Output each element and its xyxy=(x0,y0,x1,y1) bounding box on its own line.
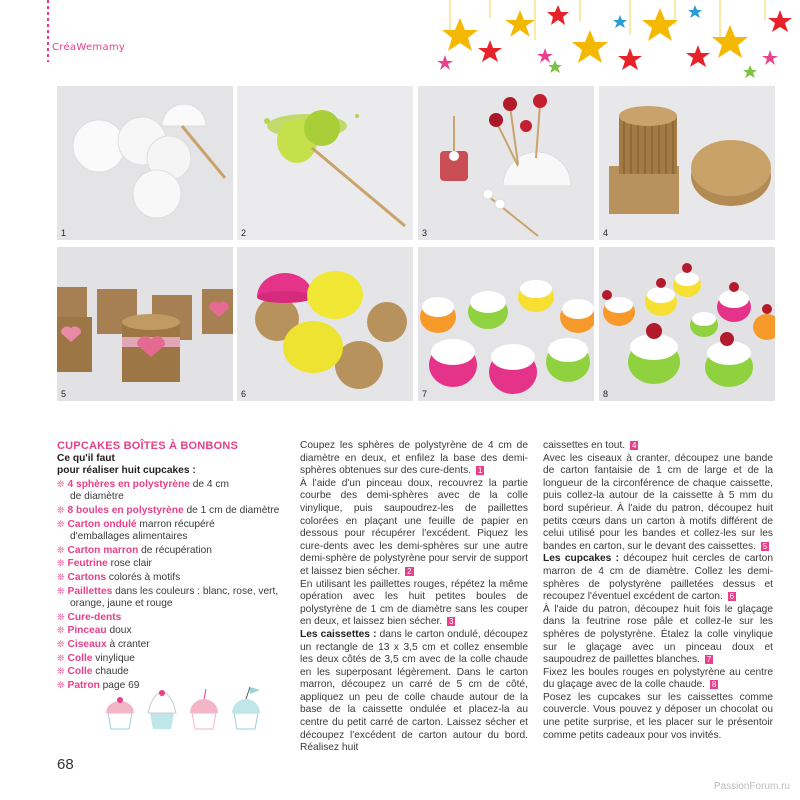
photo-step-7 xyxy=(418,247,594,401)
material-item xyxy=(57,478,287,492)
photo-number: 7 xyxy=(422,389,428,399)
step-badge: 3 xyxy=(449,617,454,627)
material-item xyxy=(57,624,287,638)
instruction-paragraph xyxy=(543,553,773,603)
material-item xyxy=(57,652,287,666)
flower-bullet-icon: ❊ xyxy=(57,585,65,596)
instruction-paragraph xyxy=(300,579,528,629)
material-name: 8 boules en polystyrène xyxy=(67,504,184,516)
article-title: CUPCAKES BOÎTES À BONBONS xyxy=(57,440,239,452)
materials-heading: Ce qu'il faut xyxy=(57,452,115,464)
instruction-text: dans le carton ondulé, découpez un rectangle de 13 x 3,5 cm et collez ensemble les deux côtés de 3,5 cm avec de la colle chaude en les superposant légèrement. Dans le carton marron, découpez un carré de 5 cm de côté, appliquez un peu de colle chaude autour de la base de la caissette ondulée et placez-la au centre du petit carré de carton. Laissez sécher et découpez l'excédent de carton autour du bord. Réalisez huit xyxy=(300,628,529,754)
material-name: 4 sphères en polystyrène xyxy=(67,478,190,490)
material-name: Colle xyxy=(67,666,93,678)
photo-step-4 xyxy=(599,86,775,240)
material-name: Feutrine xyxy=(67,558,108,570)
material-name: Colle xyxy=(67,652,93,664)
flower-bullet-icon: ❊ xyxy=(57,625,65,636)
material-name: Carton marron xyxy=(67,544,139,556)
material-name: Pinceau xyxy=(67,625,107,637)
step-badge: 8 xyxy=(711,680,717,690)
material-detail: colorés à motifs xyxy=(106,571,181,583)
photo-number: 8 xyxy=(603,389,609,399)
instruction-text: découpez huit cercles de carton marron de 4 cm de diamètre. Collez les demi-sphères de polystyrène pailletées dessus et recoupez l'éventuel excédent de carton. xyxy=(543,553,773,603)
material-detail: doux xyxy=(106,625,132,637)
material-detail: de 4 cm xyxy=(189,478,229,490)
photo-step-6 xyxy=(237,247,413,401)
flower-bullet-icon: ❊ xyxy=(57,571,65,582)
material-name: Cartons xyxy=(67,571,107,583)
material-detail: dans les couleurs : blanc, rose, vert, xyxy=(112,585,279,597)
photo-number: 6 xyxy=(241,389,247,399)
flower-bullet-icon: ❊ xyxy=(57,666,65,677)
step-badge: 5 xyxy=(762,541,768,551)
step-badge: 7 xyxy=(706,655,712,665)
photo-number: 2 xyxy=(241,228,247,238)
instruction-text: En utilisant les paillettes rouges, répétez la même opération avec les huit petites boules de polystyrène de 1 cm de diamètre sans les couper en deux, et laissez bien sécher. xyxy=(300,578,528,628)
step-badge: 6 xyxy=(729,592,735,602)
material-detail: de 1 cm de diamètre xyxy=(183,504,280,516)
decorative-dotted-line xyxy=(47,0,49,62)
material-item xyxy=(57,504,287,518)
material-item xyxy=(57,544,287,558)
material-name: Cure-dents xyxy=(67,611,122,623)
material-item xyxy=(57,531,287,544)
page-number: 68 xyxy=(57,756,74,773)
photo-step-5 xyxy=(57,247,233,401)
flower-bullet-icon: ❊ xyxy=(57,504,65,515)
section-label: Les caissettes : xyxy=(300,628,377,640)
material-detail: de récupération xyxy=(138,544,212,556)
flower-bullet-icon: ❊ xyxy=(57,679,65,690)
material-item xyxy=(57,638,287,652)
instruction-text: Coupez les sphères de polystyrène de 4 cm de diamètre en deux, et enfilez la base des demi-sphères obtenues sur des cure-dents. xyxy=(300,440,528,477)
material-detail: à cranter xyxy=(106,638,150,650)
watermark: PassionForum.ru xyxy=(713,781,790,792)
instruction-paragraph xyxy=(543,604,773,667)
material-item xyxy=(57,665,287,679)
flower-bullet-icon: ❊ xyxy=(57,544,65,555)
instruction-paragraph xyxy=(543,453,773,554)
flower-bullet-icon: ❊ xyxy=(57,518,65,529)
materials-list xyxy=(57,478,287,693)
material-text: de diamètre xyxy=(70,491,124,503)
photo-step-2 xyxy=(237,86,413,240)
material-name: Patron xyxy=(67,679,100,691)
instruction-text: Fixez les boules rouges en polystyrène au centre du glaçage avec de la colle chaude. xyxy=(543,666,773,691)
material-item xyxy=(57,598,287,611)
instructions-column-1 xyxy=(300,440,528,755)
star-confetti-decoration xyxy=(430,0,800,78)
photo-step-1 xyxy=(57,86,233,240)
material-item xyxy=(57,557,287,571)
material-detail: chaude xyxy=(92,666,129,678)
photo-number: 3 xyxy=(422,228,428,238)
instruction-text: Posez les cupcakes sur les caissettes comme couvercle. Vous pouvez y déposer un chocolat ou une petite surprise, et les placer sur le présentoir comme petits cadeaux pour vos invités. xyxy=(543,691,773,741)
brand-logo: CréaWemamy xyxy=(52,42,126,53)
instruction-paragraph xyxy=(543,440,773,453)
material-text: orange, jaune et rouge xyxy=(70,598,173,610)
photo-number: 1 xyxy=(61,228,67,238)
instructions-column-2 xyxy=(543,440,773,742)
material-item xyxy=(57,611,287,625)
instruction-paragraph xyxy=(300,629,528,755)
flower-bullet-icon: ❊ xyxy=(57,478,65,489)
photo-step-8 xyxy=(599,247,775,401)
material-name: Paillettes xyxy=(67,585,113,597)
flower-bullet-icon: ❊ xyxy=(57,611,65,622)
materials-subheading: pour réaliser huit cupcakes : xyxy=(57,465,196,477)
flower-bullet-icon: ❊ xyxy=(57,638,65,649)
instruction-paragraph xyxy=(543,692,773,742)
step-badge: 2 xyxy=(407,566,412,576)
material-name: Carton ondulé xyxy=(67,518,137,530)
material-item xyxy=(57,491,287,504)
photo-step-3 xyxy=(418,86,594,240)
cupcake-illustrations xyxy=(100,685,270,735)
photo-grid xyxy=(57,86,775,404)
material-detail: marron récupéré xyxy=(136,518,215,530)
material-detail: vinylique xyxy=(92,652,135,664)
photo-number: 4 xyxy=(603,228,609,238)
material-item xyxy=(57,518,287,532)
section-label: Les cupcakes : xyxy=(543,553,619,565)
material-text: d'emballages alimentaires xyxy=(70,531,188,543)
flower-bullet-icon: ❊ xyxy=(57,652,65,663)
instruction-text: Avec les ciseaux à cranter, découpez une bande de carton fantaisie de 1 cm de large et de la longueur de la circonférence de chaque caissette, puis collez-la autour de la caissette à 5 mm du bord supérieur. À l'aide du patron, découpez huit petits cœurs dans un carton à motifs différent de celui utilisé pour les bandes et collez-les sur les bandes en carton, sur le devant des caissettes. xyxy=(543,452,773,552)
material-item xyxy=(57,585,287,599)
material-detail: rose clair xyxy=(107,558,152,570)
instruction-paragraph xyxy=(300,478,528,579)
step-badge: 1 xyxy=(477,466,483,476)
material-item xyxy=(57,571,287,585)
instruction-text: À l'aide d'un pinceau doux, recouvrez la partie courbe des demi-sphères avec de la colle vinylique, puis saupoudrez-les de paillettes colorées en plaçant une feuille de papier en dessous pour récupérer l'excédent. Piquez les cure-dents avec les demi-sphères sur une autre demi-sphère de polystyrène pour servir de support et laissez bien sécher. xyxy=(300,477,528,577)
material-detail: page 69 xyxy=(99,679,140,691)
photo-number: 5 xyxy=(61,389,67,399)
material-name: Ciseaux xyxy=(67,638,107,650)
instruction-paragraph xyxy=(300,440,528,478)
materials-column xyxy=(57,440,287,692)
instruction-paragraph xyxy=(543,667,773,692)
flower-bullet-icon: ❊ xyxy=(57,558,65,569)
instruction-text: À l'aide du patron, découpez huit fois le glaçage dans la feutrine rose pâle et collez-le sur les sphères de polystyrène. Étalez la colle vinylique sur le glaçage avec un pinceau doux et saupoudrez de paillettes blanches. xyxy=(543,603,773,666)
step-badge: 4 xyxy=(631,441,637,450)
instruction-text: caissettes en tout. xyxy=(543,440,626,451)
